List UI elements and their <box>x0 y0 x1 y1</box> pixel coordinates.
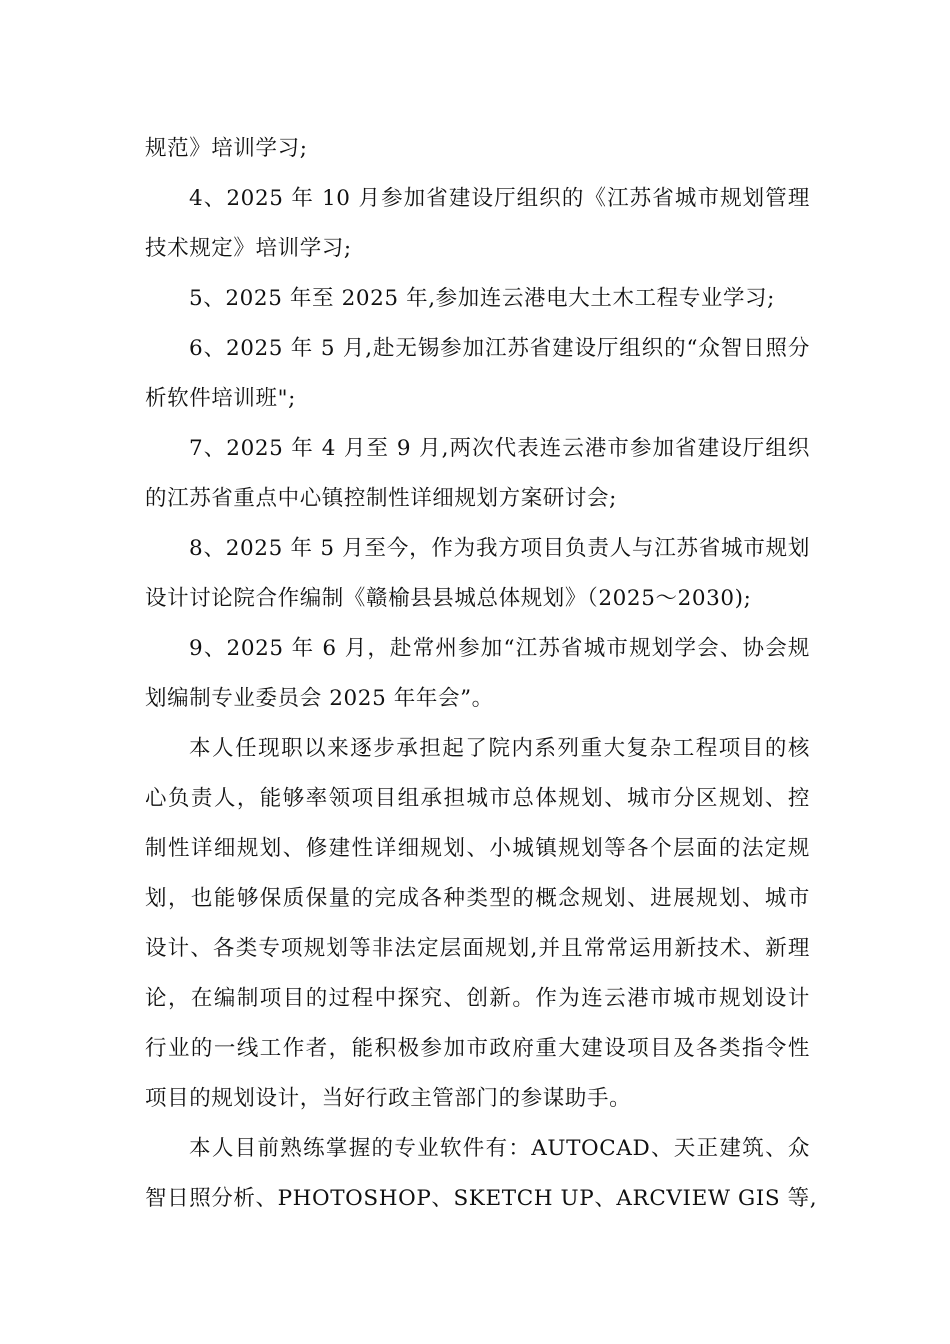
text-line: 的江苏省重点中心镇控制性详细规划方案研讨会; <box>145 486 617 511</box>
text-line: 规范》培训学习; <box>145 136 308 161</box>
text-line: 析软件培训班"; <box>145 386 296 411</box>
text-line: 9、2025 年 6 月，赴常州参加“江苏省城市规划学会、协会规 <box>189 636 810 661</box>
text-line: 划编制专业委员会 2025 年年会”。 <box>145 686 494 711</box>
text-line: 划，也能够保质保量的完成各种类型的概念规划、进展规划、城市 <box>145 886 810 911</box>
text-line: 设计讨论院合作编制《赣榆县县城总体规划》（2025～2030); <box>145 586 752 611</box>
text-line: 5、2025 年至 2025 年,参加连云港电大土木工程专业学习; <box>189 286 775 311</box>
text-line: 7、2025 年 4 月至 9 月,两次代表连云港市参加省建设厅组织 <box>189 436 810 461</box>
text-line: 心负责人，能够率领项目组承担城市总体规划、城市分区规划、控 <box>145 786 810 811</box>
text-line: 本人任现职以来逐步承担起了院内系列重大复杂工程项目的核 <box>189 736 810 761</box>
text-line: 制性详细规划、修建性详细规划、小城镇规划等各个层面的法定规 <box>145 836 810 861</box>
text-line: 智日照分析、PHOTOSHOP、SKETCH UP、ARCVIEW GIS 等, <box>145 1186 818 1211</box>
text-line: 6、2025 年 5 月,赴无锡参加江苏省建设厅组织的“众智日照分 <box>189 336 810 361</box>
text-line: 8、2025 年 5 月至今，作为我方项目负责人与江苏省城市规划 <box>189 536 810 561</box>
text-line: 4、2025 年 10 月参加省建设厅组织的《江苏省城市规划管理 <box>189 186 810 211</box>
text-line: 设计、各类专项规划等非法定层面规划,并且常常运用新技术、新理 <box>145 936 810 961</box>
text-line: 论，在编制项目的过程中探究、创新。作为连云港市城市规划设计 <box>145 986 810 1011</box>
text-line: 本人目前熟练掌握的专业软件有：AUTOCAD、天正建筑、众 <box>189 1136 810 1161</box>
text-line: 行业的一线工作者，能积极参加市政府重大建设项目及各类指令性 <box>145 1036 810 1061</box>
text-line: 技术规定》培训学习; <box>145 236 352 261</box>
text-line: 项目的规划设计，当好行政主管部门的参谋助手。 <box>145 1086 632 1111</box>
